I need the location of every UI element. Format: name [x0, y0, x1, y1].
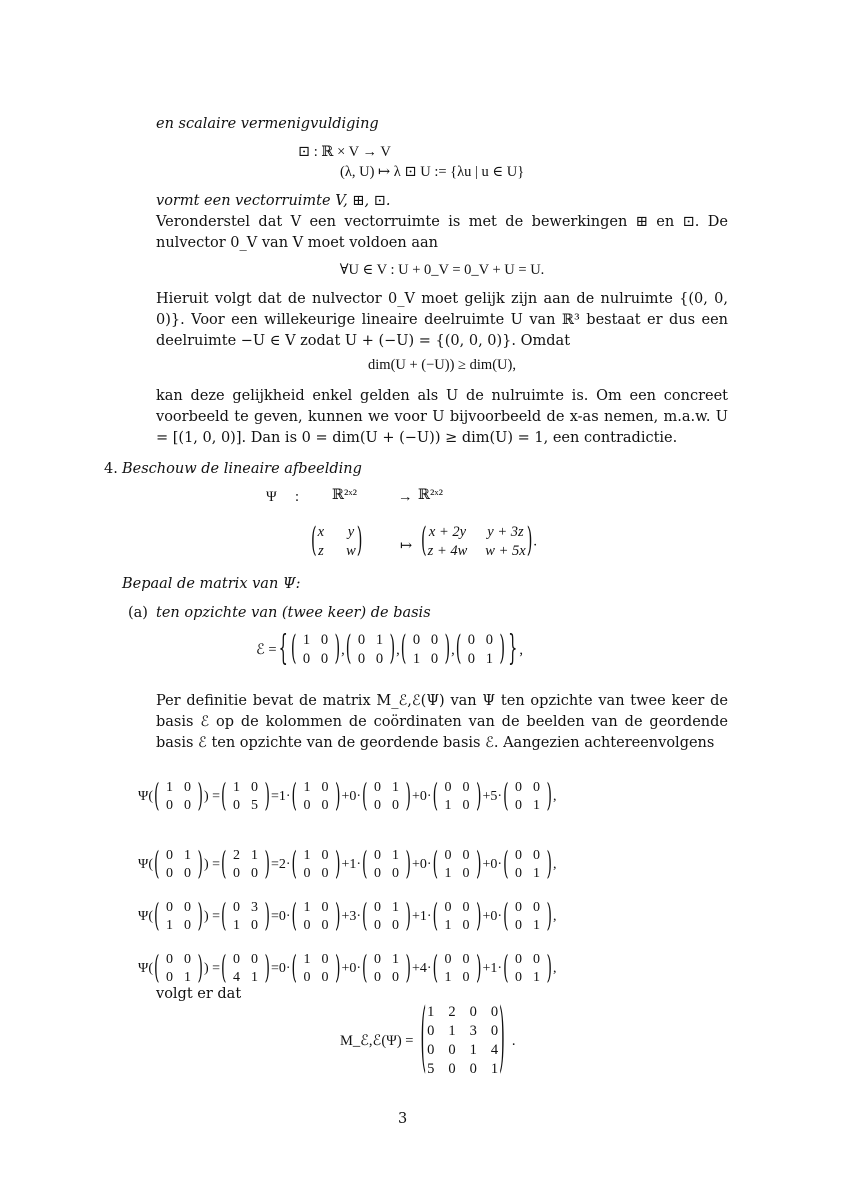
- basis-e3: ( 0 0 1 0 ): [400, 631, 451, 669]
- m-cell: 0: [183, 866, 191, 881]
- m-cell: 0: [462, 866, 470, 881]
- m-cell: 0: [515, 798, 523, 813]
- m-cell: 0: [515, 918, 523, 933]
- m-cell: 5: [250, 798, 258, 813]
- m-cell: 0: [165, 952, 173, 967]
- m-cell: 0: [232, 900, 240, 915]
- m-cell: 0: [392, 918, 400, 933]
- m-cell: 0: [533, 900, 541, 915]
- vectorspace-line: vormt een vectorruimte V, ⊞, ⊡.: [156, 193, 391, 209]
- m-cell: 0: [533, 952, 541, 967]
- m-cell: 0: [515, 848, 523, 863]
- m-cell: 0: [165, 866, 173, 881]
- op-def-line1: ⊡ : ℝ × V → V: [298, 144, 391, 160]
- m-cell: 1: [392, 848, 400, 863]
- psi-codomain: ℝ²ˣ²: [418, 487, 443, 503]
- m-cell: 4: [232, 970, 240, 985]
- m-cell: 0: [444, 952, 452, 967]
- coefficient: 0: [419, 789, 427, 804]
- paragraph-1: Veronderstel dat V een vectorruimte is met de bewerkingen ⊞ en ⊡. De nulvector 0_V van V moet voldoen aan: [156, 214, 728, 251]
- m-cell: 0: [321, 900, 329, 915]
- paragraph-2: Hieruit volgt dat de nulvector 0_V moet gelijk zijn aan de nulruimte {(0, 0, 0)}. Voor een willekeurige lineaire deelruimte U van ℝ³ bestaat er dus een deelruimte −U ∈ V zodat U + (−U) = {(0, 0, 0)}. Omdat: [156, 291, 728, 349]
- m-cell: 0: [303, 918, 311, 933]
- m-cell: 0: [321, 848, 329, 863]
- m-cell: 0: [321, 866, 329, 881]
- m-cell: z: [318, 543, 324, 559]
- m-cell: 0: [444, 848, 452, 863]
- m-cell: w: [346, 543, 356, 559]
- coefficient: 0: [349, 961, 357, 976]
- m-cell: y: [347, 524, 355, 540]
- coefficient: 0: [490, 909, 498, 924]
- m-cell: 1: [533, 918, 541, 933]
- m-cell: 0: [321, 918, 329, 933]
- m-cell: 0: [183, 918, 191, 933]
- m-cell: 0: [183, 798, 191, 813]
- coefficient: 1: [419, 909, 427, 924]
- matrix-entry: 1: [469, 1042, 477, 1058]
- m-cell: 0: [165, 900, 173, 915]
- m-cell: 1: [183, 848, 191, 863]
- matrix-entry: 3: [469, 1023, 477, 1039]
- matrix-entry: 1: [427, 1004, 435, 1020]
- m-cell: 0: [374, 970, 382, 985]
- m-cell: 0: [533, 848, 541, 863]
- result-equation: M_ℰ,ℰ(Ψ) = ( 1 2 0 0 0 1 3 0 0 0 1 4 5 0 0 1 ) .: [340, 999, 516, 1083]
- m-cell: x: [317, 524, 325, 540]
- m-cell: 1: [533, 970, 541, 985]
- basis-lhs: ℰ =: [256, 641, 277, 658]
- coefficient: 2: [278, 857, 286, 872]
- matrix-entry: 0: [427, 1023, 435, 1039]
- matrix-entry: 1: [490, 1061, 499, 1077]
- m-cell: 0: [303, 798, 311, 813]
- result-matrix: [427, 1004, 498, 1078]
- m-cell: 0: [183, 900, 191, 915]
- m-cell: 1: [444, 970, 452, 985]
- op-def-line2: (λ, U) ↦ λ ⊡ U := {λu | u ∈ U}: [340, 164, 525, 180]
- item-number: 4.: [104, 461, 118, 477]
- m-cell: 1: [165, 918, 173, 933]
- psi-symbol: Ψ: [138, 857, 149, 872]
- m-cell: 1: [444, 798, 452, 813]
- coefficient: 1: [349, 857, 357, 872]
- paragraph-4: Per definitie bevat de matrix M_ℰ,ℰ(Ψ) van Ψ ten opzichte van twee keer de basis ℰ op de kolommen de coördinaten van de beelden van de geordende basis ℰ ten opzichte van de geordende basis ℰ. Aangezien achtereenvolgens: [156, 693, 728, 751]
- m-cell: 0: [250, 780, 258, 795]
- m-cell: 0: [392, 798, 400, 813]
- m-cell: 0: [232, 798, 240, 813]
- m-cell: 2: [232, 848, 240, 863]
- basis-e4: ( 0 0 0 1 ): [455, 631, 506, 669]
- matrix-entry: 4: [490, 1042, 499, 1058]
- m-cell: 0: [374, 900, 382, 915]
- m-cell: 0: [374, 848, 382, 863]
- m-cell: 0: [444, 780, 452, 795]
- m-cell: 0: [374, 798, 382, 813]
- m-cell: 1: [444, 918, 452, 933]
- m-cell: 0: [374, 866, 382, 881]
- m-cell: z + 4w: [427, 543, 468, 559]
- coefficient: 0: [419, 857, 427, 872]
- psi-mapsto: ↦: [400, 538, 413, 554]
- matrix-entry: 0: [490, 1004, 499, 1020]
- m-cell: 1: [533, 798, 541, 813]
- psi-input-matrix: ( x y z w ): [311, 523, 363, 561]
- m-cell: 0: [515, 780, 523, 795]
- psi-symbol: Ψ: [138, 961, 149, 976]
- coefficient: 0: [349, 789, 357, 804]
- matrix-entry: 0: [448, 1061, 456, 1077]
- m-cell: 1: [250, 848, 258, 863]
- m-cell: 0: [232, 866, 240, 881]
- m-cell: 0: [321, 798, 329, 813]
- coefficient: 5: [490, 789, 498, 804]
- matrix-entry: 2: [448, 1004, 456, 1020]
- coefficient: 0: [490, 857, 498, 872]
- psi-domain: ℝ²ˣ²: [332, 487, 357, 503]
- m-cell: 0: [462, 900, 470, 915]
- volgt-text: volgt er dat: [156, 986, 242, 1002]
- sub-a-label: (a): [128, 605, 148, 621]
- psi-arrow: →: [398, 489, 413, 505]
- page-number: 3: [398, 1111, 408, 1127]
- matrix-entry: 0: [427, 1042, 435, 1058]
- m-cell: 0: [515, 866, 523, 881]
- m-cell: 1: [303, 900, 311, 915]
- m-cell: 0: [462, 918, 470, 933]
- paragraph-3: kan deze gelijkheid enkel gelden als U de nulruimte is. Om een concreet voorbeeld te geven, kunnen we voor U bijvoorbeeld de x-as nemen, m.a.w. U = [(1, 0, 0)]. Dan is 0 = dim(U + (−U)) ≥ dim(U) = 1, een contradictie.: [156, 388, 728, 446]
- m-cell: 0: [321, 780, 329, 795]
- coefficient: 0: [278, 961, 286, 976]
- matrix-entry: 5: [427, 1061, 435, 1077]
- m-cell: 0: [165, 798, 173, 813]
- m-cell: 3: [250, 900, 258, 915]
- psi-symbol: Ψ: [138, 789, 149, 804]
- basis-e2: ( 0 1 0 0 ): [345, 631, 396, 669]
- m-cell: 0: [444, 900, 452, 915]
- psi-symbol: Ψ: [138, 909, 149, 924]
- m-cell: 0: [303, 970, 311, 985]
- m-cell: 1: [303, 848, 311, 863]
- m-cell: 0: [462, 952, 470, 967]
- coefficient: 4: [419, 961, 427, 976]
- m-cell: 0: [392, 970, 400, 985]
- m-cell: 0: [165, 848, 173, 863]
- result-lhs: M_ℰ,ℰ(Ψ) =: [340, 1032, 414, 1049]
- m-cell: y + 3z: [487, 524, 524, 540]
- m-cell: 1: [250, 970, 258, 985]
- matrix-entry: 0: [469, 1061, 477, 1077]
- m-cell: 1: [392, 900, 400, 915]
- m-cell: 0: [392, 866, 400, 881]
- m-cell: 0: [515, 970, 523, 985]
- basis-equation: ℰ = { ( 1 0 0 0 ) , ( 0 1 0 0 ) , ( 0 0 1 0 ) , ( 0 0 0 1 ) } ,: [256, 630, 523, 670]
- basis-e1: ( 1 0 0 0 ): [290, 631, 341, 669]
- m-cell: 0: [250, 866, 258, 881]
- matrix-entry: 0: [469, 1004, 477, 1020]
- m-cell: 0: [462, 848, 470, 863]
- m-cell: 0: [183, 952, 191, 967]
- equation-dim: dim(U + (−U)) ≥ dim(U),: [368, 357, 516, 373]
- sub-a-text: ten opzichte van (twee keer) de basis: [156, 605, 431, 621]
- coefficient: 1: [278, 789, 286, 804]
- m-cell: 1: [303, 780, 311, 795]
- matrix-entry: 1: [448, 1023, 456, 1039]
- coefficient: 3: [349, 909, 357, 924]
- image-row: Ψ ( ( 0 0 0 1 ) ) = ( 0 0 4 1 ) = 0 · ( 1 0 0 0 ) + 0 · ( 0 1 0 0 ) + 4 · ( 0 0 1 0 ) + 1 · ( 0 0 0 1 ) ,: [138, 950, 557, 988]
- m-cell: 1: [444, 866, 452, 881]
- image-row: Ψ ( ( 1 0 0 0 ) ) = ( 1 0 0 5 ) = 1 · ( 1 0 0 0 ) + 0 · ( 0 1 0 0 ) + 0 · ( 0 0 1 0 ) + 5 · ( 0 0 0 1 ) ,: [138, 778, 557, 816]
- matrix-entry: 0: [448, 1042, 456, 1058]
- m-cell: 0: [515, 900, 523, 915]
- image-row: Ψ ( ( 0 0 1 0 ) ) = ( 0 3 1 0 ) = 0 · ( 1 0 0 0 ) + 3 · ( 0 1 0 0 ) + 1 · ( 0 0 1 0 ) + 0 · ( 0 0 0 1 ) ,: [138, 898, 557, 936]
- m-cell: 0: [165, 970, 173, 985]
- m-cell: 0: [183, 780, 191, 795]
- image-row: Ψ ( ( 0 1 0 0 ) ) = ( 2 1 0 0 ) = 2 · ( 1 0 0 0 ) + 1 · ( 0 1 0 0 ) + 0 · ( 0 0 1 0 ) + 0 · ( 0 0 0 1 ) ,: [138, 846, 557, 884]
- m-cell: 1: [232, 918, 240, 933]
- bepaal-text: Bepaal de matrix van Ψ:: [122, 576, 301, 592]
- m-cell: 1: [183, 970, 191, 985]
- m-cell: 0: [462, 970, 470, 985]
- m-cell: 0: [462, 780, 470, 795]
- m-cell: 0: [321, 970, 329, 985]
- intro-label: en scalaire vermenigvuldiging: [156, 116, 379, 132]
- psi-output-matrix: ( x + 2y y + 3z z + 4w w + 5x ) .: [421, 523, 537, 561]
- m-cell: 0: [462, 798, 470, 813]
- m-cell: 0: [515, 952, 523, 967]
- m-cell: 1: [165, 780, 173, 795]
- item-text: Beschouw de lineaire afbeelding: [122, 461, 362, 477]
- m-cell: w + 5x: [485, 543, 526, 559]
- m-cell: 0: [374, 952, 382, 967]
- m-cell: 0: [533, 780, 541, 795]
- m-cell: 0: [374, 918, 382, 933]
- m-cell: 1: [303, 952, 311, 967]
- m-cell: 1: [232, 780, 240, 795]
- m-cell: 1: [392, 780, 400, 795]
- m-cell: 0: [374, 780, 382, 795]
- m-cell: 0: [303, 866, 311, 881]
- m-cell: 0: [232, 952, 240, 967]
- m-cell: x + 2y: [428, 524, 467, 540]
- m-cell: 0: [321, 952, 329, 967]
- psi-colon: :: [295, 489, 300, 505]
- m-cell: 1: [533, 866, 541, 881]
- coefficient: 0: [278, 909, 286, 924]
- m-cell: 0: [250, 918, 258, 933]
- m-cell: 0: [250, 952, 258, 967]
- psi-symbol: Ψ: [266, 489, 277, 505]
- m-cell: 1: [392, 952, 400, 967]
- equation-zero-vector: ∀U ∈ V : U + 0_V = 0_V + U = U.: [339, 262, 545, 278]
- matrix-entry: 0: [490, 1023, 499, 1039]
- coefficient: 1: [490, 961, 498, 976]
